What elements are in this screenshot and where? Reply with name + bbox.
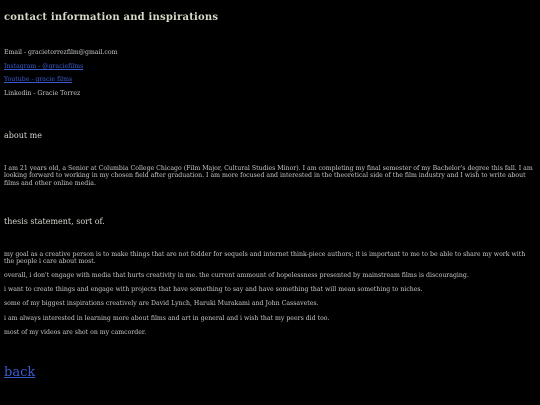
page-title: contact information and inspirations (4, 12, 219, 23)
about-paragraph: I am 21 years old, a Senior at Columbia College Chicago (Film Major, Cultural Studies Minor). I am completing my final semester of my Bachelor's degree this fall. I am looking forward to working in my chosen field after graduation. I am more focused and interested in the theoretical side of the film industry and I wish to write about films and other online media. (4, 165, 533, 187)
thesis-heading: thesis statement, sort of. (4, 217, 105, 226)
contact-link-instagram[interactable]: Instagram - @graciefilms (4, 63, 84, 70)
thesis-paragraph-4: some of my biggest inspirations creatively are David Lynch, Haruki Murakami and John Cassavetes. (4, 300, 319, 307)
thesis-paragraph-1: my goal as a creative person is to make things that are not fodder for sequels and internet think-piece authors; it is important to me to be able to share my work with the people i care about most. (4, 251, 526, 266)
about-heading: about me (4, 131, 42, 140)
contact-linkedin: Linkedin - Gracie Torrez (4, 90, 81, 97)
contact-link-youtube[interactable]: Youtube - gracie films (4, 76, 73, 83)
contact-email: Email - gracietorrezfilm@gmail.com (4, 49, 118, 56)
thesis-paragraph-2: overall, i don't engage with media that hurts creativity in me. the current ammount of hopelessness presented by mainstream films is discouraging. (4, 272, 469, 279)
thesis-paragraph-6: most of my videos are shot on my camcorder. (4, 329, 147, 336)
back-link[interactable]: back (4, 365, 36, 380)
thesis-paragraph-5: i am always interested in learning more about films and art in general and i wish that my peers did too. (4, 315, 330, 322)
thesis-paragraph-3: i want to create things and engage with projects that have something to say and have something that will mean something to niches. (4, 286, 423, 293)
